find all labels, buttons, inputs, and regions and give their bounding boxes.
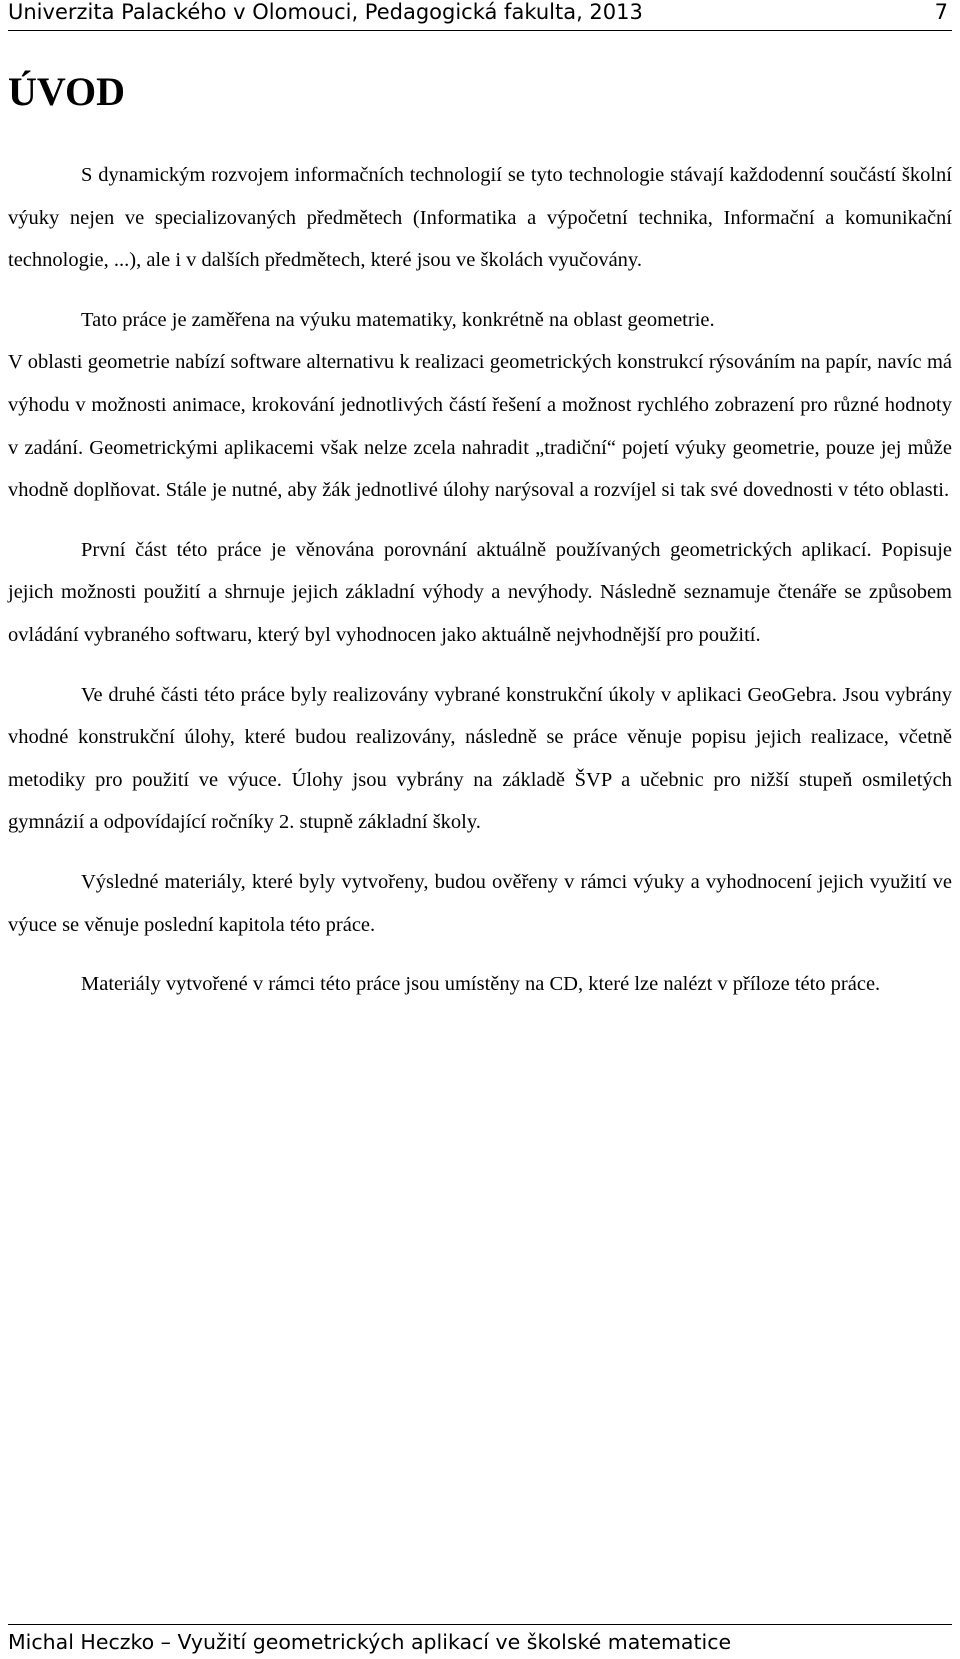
running-header — [8, 0, 952, 31]
paragraph-materials: Materiály vytvořené v rámci této práce jsou umístěny na CD, které lze nalézt v příloze této práce. — [81, 973, 881, 996]
header-institution: Univerzita Palackého v Olomouci, Pedagogická fakulta, 2013 — [8, 0, 643, 24]
page-number: 7 — [934, 0, 948, 24]
paragraph-intro: S dynamickým rozvojem informačních technologií se tyto technologie stávají každodenní součástí školní výuky nejen ve specializovaných předmětech (Informatika a výpočetní technika, Informační a komunikační technologie, ...), ale i v dalších předmětech, které jsou ve školách vyučovány. — [8, 164, 952, 272]
chapter-body — [8, 154, 952, 1023]
paragraph-part-two: Ve druhé části této práce byly realizovány vybrané konstrukční úkoly v aplikaci GeoGebra. Jsou vybrány vhodné konstrukční úlohy, které budou realizovány, následně se práce věnuje popisu jejich realizace, včetně metodiky pro použití ve výuce. Úlohy jsou vybrány na základě ŠVP a učebnic pro nižší stupeň osmiletých gymnázií a odpovídající ročníky 2. stupně základní školy. — [8, 683, 952, 834]
paragraph-part-one: První část této práce je věnována porovnání aktuálně používaných geometrických aplikací. Popisuje jejich možnosti použití a shrnuje jejich základní výhody a nevýhody. Následně seznamuje čtenáře se způsobem ovládání vybraného softwaru, který byl vyhodnocen jako aktuálně nejvhodnější pro použití. — [8, 538, 952, 646]
paragraph-geometry-software: V oblasti geometrie nabízí software alternativu k realizaci geometrických konstrukcí rýsováním na papír, navíc má výhodu v možnosti animace, krokování jednotlivých částí řešení a možnost rychlého zobrazení pro různé hodnoty v zadání. Geometrickými aplikacemi však nelze zcela nahradit „tradiční“ pojetí výuky geometrie, pouze jej může vhodně doplňovat. Stále je nutné, aby žák jednotlivé úlohy narýsoval a rozvíjel si tak své dovednosti v této oblasti. — [8, 351, 952, 502]
paragraph-focus: Tato práce je zaměřena na výuku matematiky, konkrétně na oblast geometrie. — [81, 308, 715, 331]
paragraph-results: Výsledné materiály, které byly vytvořeny, budou ověřeny v rámci výuky a vyhodnocení jejich využití ve výuce se věnuje poslední kapitola této práce. — [8, 870, 952, 936]
running-footer — [8, 1624, 952, 1655]
chapter-title: ÚVOD — [8, 69, 125, 114]
footer-text: Michal Heczko – Využití geometrických aplikací ve školské matematice — [8, 1630, 732, 1654]
